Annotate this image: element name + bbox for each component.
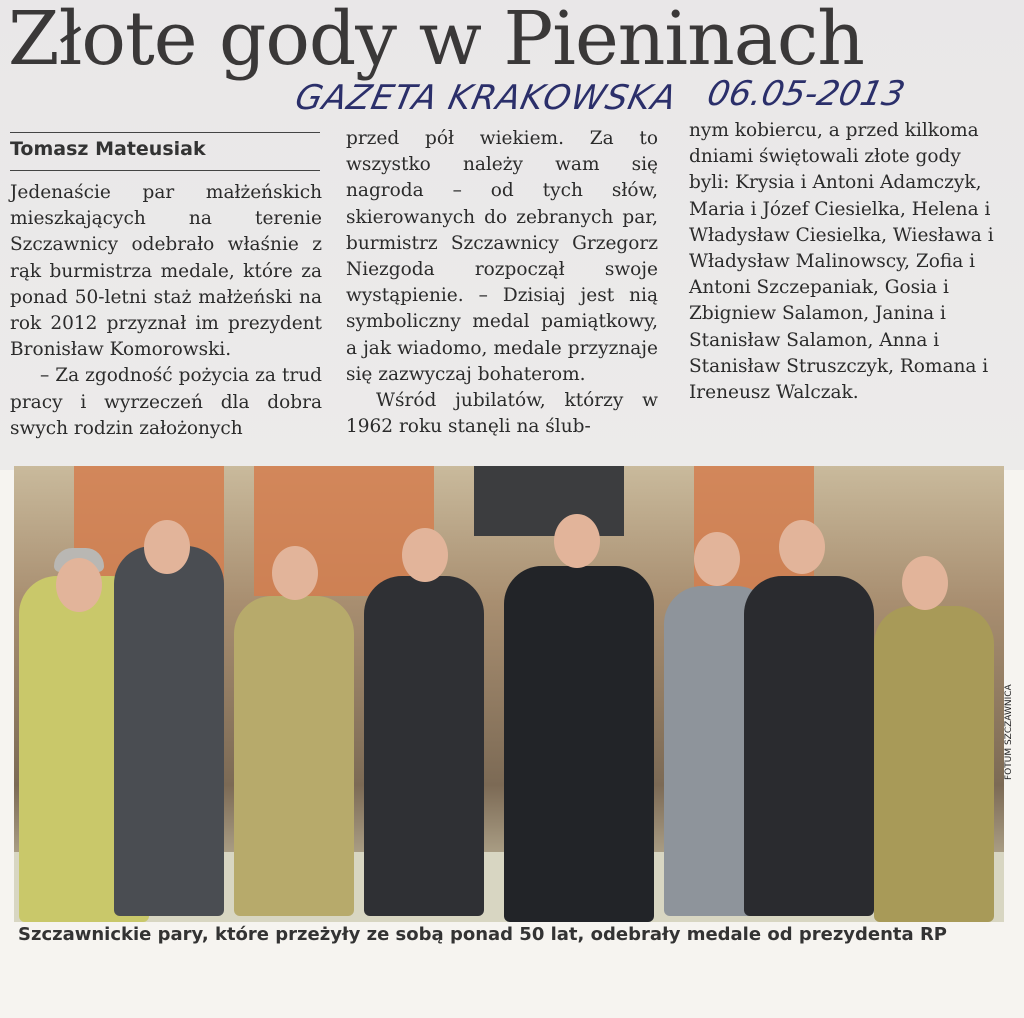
person-head <box>402 528 448 582</box>
byline: Tomasz Mateusiak <box>10 138 206 160</box>
person-head <box>902 556 948 610</box>
article-column-2 <box>346 126 658 440</box>
article-column-3 <box>689 118 999 406</box>
headline: Złote gody w Pieninach <box>8 0 864 82</box>
group-photo <box>14 466 1004 922</box>
handwritten-date: 06.05-2013 <box>703 74 909 114</box>
person-head <box>554 514 600 568</box>
photo-caption: Szczawnickie pary, które przeżyły ze sobą ponad 50 lat, odebrały medale od prezydenta RP <box>18 924 948 945</box>
paragraph: nym kobiercu, a przed kilkoma dniami świętowali złote gody byli: Krysia i Antoni Adamczyk, Maria i Józef Ciesielka, Helena i Władysław Ciesielka, Wiesława i Władysław Malinowscy, Zofia i Antoni Szczepaniak, Gosia i Zbigniew Salamon, Janina i Stanisław Salamon, Anna i Stanisław Struszczyk, Romana i Ireneusz Walczak. <box>689 120 994 404</box>
person-figure <box>744 576 874 916</box>
person-figure <box>364 576 484 916</box>
byline-top-rule <box>10 132 320 133</box>
paragraph: – Za zgodność pożycia za trud pracy i wyrzeczeń dla dobra swych rodzin założonych <box>10 365 322 439</box>
article-column-1 <box>10 180 322 442</box>
person-figure <box>504 566 654 922</box>
byline-bottom-rule <box>10 170 320 171</box>
person-figure <box>114 546 224 916</box>
handwritten-source: GAZETA KRAKOWSKA <box>291 78 681 118</box>
paragraph: Jedenaście par małżeńskich mieszkających na terenie Szczawnicy odebrało właśnie z rąk burmistrza medale, które za ponad 50-letni staż małżeński na rok 2012 przyznał im prezydent Bronisław Komorowski. <box>10 182 322 361</box>
paragraph: przed pół wiekiem. Za to wszystko należy wam się nagroda – od tych słów, skierowanych do zebranych par, burmistrz Szczawnicy Grzegorz Niezgoda rozpoczął swoje wystąpienie. – Dzisiaj jest nią symboliczny medal pamiątkowy, a jak wiadomo, medale przyznaje się zazwyczaj bohaterom. <box>346 128 658 385</box>
person-head <box>779 520 825 574</box>
person-figure <box>874 606 994 922</box>
photo-credit: FOTUM SZCZAWNICA <box>1004 684 1014 780</box>
paragraph: Wśród jubilatów, którzy w 1962 roku stanęli na ślub- <box>346 390 658 438</box>
person-head <box>144 520 190 574</box>
person-head <box>272 546 318 600</box>
person-head <box>56 558 102 612</box>
dark-window <box>474 466 624 536</box>
person-figure <box>234 596 354 916</box>
person-head <box>694 532 740 586</box>
